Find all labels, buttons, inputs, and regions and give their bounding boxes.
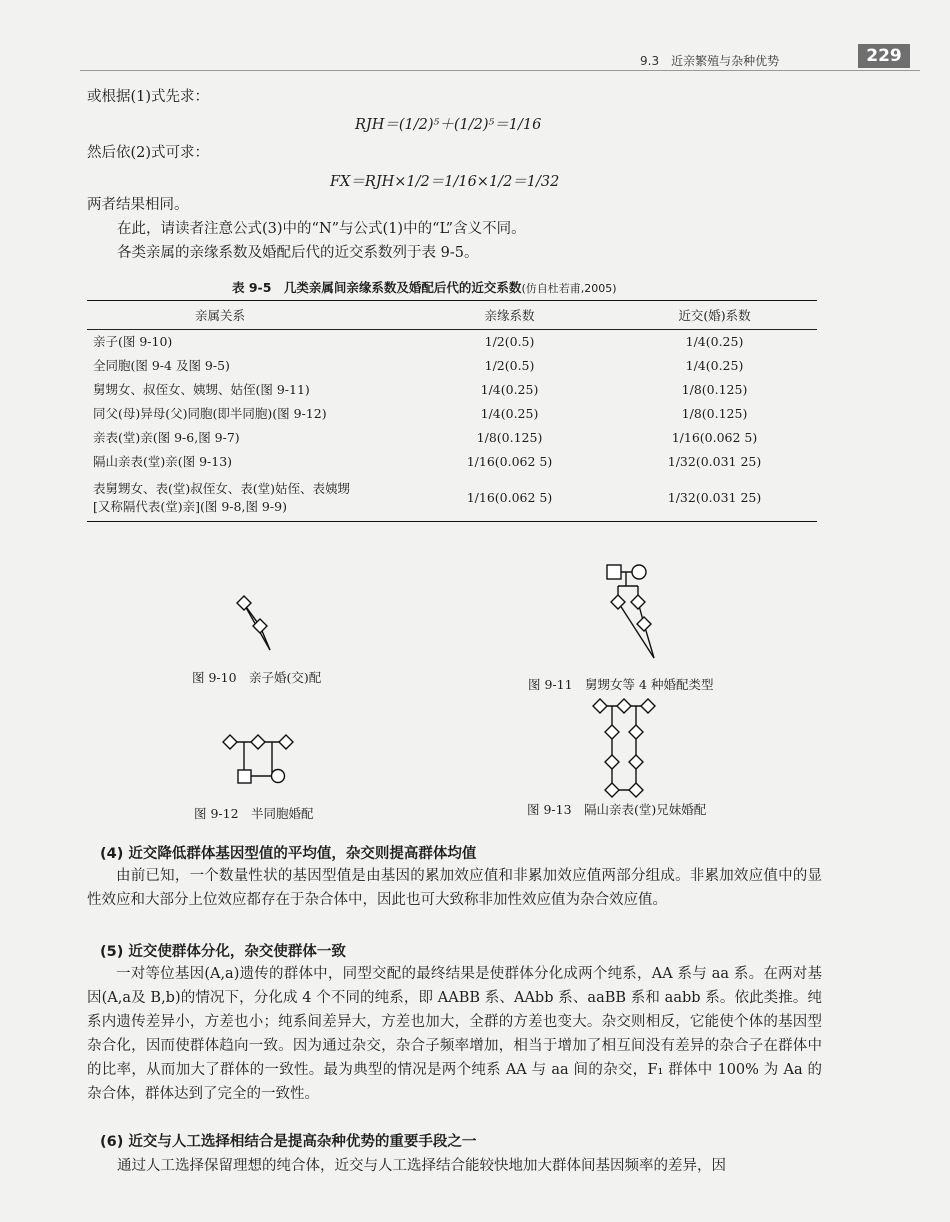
table-header-kinship: 亲缘系数 (407, 301, 612, 329)
table-caption-title: 表 9-5 几类亲属间亲缘系数及婚配后代的近交系数 (232, 280, 522, 295)
section-heading-5: (5) 近交使群体分化，杂交使群体一致 (100, 944, 346, 960)
cell-kinship: 1/2(0.5) (484, 357, 535, 373)
table-row (87, 329, 817, 353)
cell-relation: 隔山亲表(堂)亲(图 9-13) (93, 454, 233, 469)
cell-kinship: 1/8(0.125) (476, 429, 543, 445)
circle-node (632, 565, 646, 579)
square-node (607, 565, 621, 579)
cell-inbreeding: 1/4(0.25) (685, 333, 744, 349)
cell-relation-line1: 表舅甥女、表(堂)叔侄女、表(堂)姑侄、表姨甥 (93, 481, 351, 496)
text-line-5: 各类亲属的亲缘系数及婚配后代的近交系数列于表 9-5。 (117, 245, 479, 261)
section-heading-4: (4) 近交降低群体基因型值的平均值，杂交则提高群体均值 (100, 846, 477, 862)
cell-relation: 同父(母)异母(父)同胞(即半同胞)(图 9-12) (93, 406, 327, 421)
cell-relation-line2: [又称隔代表(堂)亲](图 9-8,图 9-9) (93, 499, 287, 514)
pedigree-diagram-fig-9-12 (220, 730, 300, 790)
figure-caption-9-10: 图 9-10 亲子婚(交)配 (192, 670, 322, 685)
cell-relation: 亲子(图 9-10) (93, 334, 173, 350)
cell-kinship: 1/16(0.062 5) (466, 453, 553, 469)
table-header-inbreeding: 近交(婚)系数 (612, 301, 817, 329)
cell-inbreeding: 1/8(0.125) (681, 381, 748, 397)
cell-relation: 全同胞(图 9-4 及图 9-5) (93, 358, 230, 373)
diamond-node (253, 619, 267, 633)
table-row (87, 473, 817, 521)
diamond-node (605, 755, 619, 769)
header-rule (80, 70, 920, 71)
diamond-node (611, 595, 625, 609)
cell-inbreeding: 1/32(0.031 25) (667, 489, 762, 505)
diamond-node (593, 699, 607, 713)
cell-inbreeding: 1/16(0.062 5) (671, 429, 758, 445)
text-line-1: 或根据(1)式先求： (87, 89, 210, 105)
pedigree-line (618, 602, 654, 658)
section-body-6: 通过人工选择保留理想的纯合体，近交与人工选择结合能较快地加大群体间基因频率的差异，因 (117, 1158, 726, 1174)
page-number: 229 (858, 44, 910, 68)
pedigree-diagram-fig-9-10 (230, 590, 290, 660)
cell-relation: 亲表(堂)亲(图 9-6,图 9-7) (93, 430, 240, 445)
diamond-node (605, 783, 619, 797)
diamond-node (629, 755, 643, 769)
table-row (87, 353, 817, 377)
cell-inbreeding: 1/8(0.125) (681, 405, 748, 421)
pedigree-diagram-fig-9-11 (598, 558, 668, 668)
diamond-node (629, 783, 643, 797)
pedigree-diagram-fig-9-13 (588, 692, 668, 802)
section-body-5: 一对等位基因(A,a)遗传的群体中，同型交配的最终结果是使群体分化成两个纯系，AA 系与 aa 系。在两对基因(A,a及 B,b)的情况下，分化成 4 个不同的纯系，即 AABB 系、AAbb 系、aaBB 系和 aabb 系。依此类推。纯系内遗传差异小，方差也小；纯系间差异大，方差也加大，全群的方差也变大。杂交则相反，它能使个体的基因型杂合化，因而使群体趋向一致。因为通过杂交，杂合子频率增加，相当于增加了相互间没有差异的杂合子在群体中的比率，从而加大了群体的一致性。最为典型的情况是两个纯系 AA 与 aa 间的杂交，F₁ 群体中 100% 为 Aa 的杂合体，群体达到了完全的一致性。 (87, 966, 822, 1102)
diamond-node (617, 699, 631, 713)
text-line-4: 在此，请读者注意公式(3)中的“N”与公式(1)中的“L”含义不同。 (117, 221, 526, 237)
figure-caption-9-11: 图 9-11 舅甥女等 4 种婚配类型 (528, 677, 714, 692)
equation-2: FX＝RJH×1/2＝1/16×1/2＝1/32 (330, 174, 560, 190)
running-header: 9.3 近亲繁殖与杂种优势 (640, 54, 780, 68)
diamond-node (605, 725, 619, 739)
equation-1: RJH＝(1/2)⁵＋(1/2)⁵＝1/16 (355, 117, 542, 133)
table-caption (232, 278, 617, 296)
table-caption-source: (仿自杜若甫,2005) (521, 282, 617, 295)
figure-caption-9-13: 图 9-13 隔山亲表(堂)兄妹婚配 (527, 802, 707, 817)
table-header-relation: 亲属关系 (87, 301, 407, 329)
figure-caption-9-12: 图 9-12 半同胞婚配 (194, 806, 314, 821)
kinship-table (87, 300, 817, 522)
section-body-4: 由前已知，一个数量性状的基因型值是由基因的累加效应值和非累加效应值两部分组成。非累加效应值中的显性效应和大部分上位效应都存在于杂合体中，因此也可大致称非加性效应值为杂合效应值。 (87, 868, 822, 908)
cell-kinship: 1/4(0.25) (480, 381, 539, 397)
section-heading-6: (6) 近交与人工选择相结合是提高杂种优势的重要手段之一 (100, 1134, 477, 1150)
cell-relation (87, 473, 407, 521)
circle-node (272, 770, 285, 783)
diamond-node (637, 617, 651, 631)
cell-kinship: 1/4(0.25) (480, 405, 539, 421)
text-line-3: 两者结果相同。 (87, 197, 189, 213)
diamond-node (237, 596, 251, 610)
diamond-node (251, 735, 265, 749)
diamond-node (631, 595, 645, 609)
table-row (87, 377, 817, 401)
cell-inbreeding: 1/4(0.25) (685, 357, 744, 373)
cell-kinship: 1/2(0.5) (484, 333, 535, 349)
cell-inbreeding: 1/32(0.031 25) (667, 453, 762, 469)
diamond-node (223, 735, 237, 749)
diamond-node (629, 725, 643, 739)
square-node (238, 770, 251, 783)
text-line-2: 然后依(2)式可求： (87, 145, 210, 161)
cell-kinship: 1/16(0.062 5) (466, 489, 553, 505)
cell-relation: 舅甥女、叔侄女、姨甥、姑侄(图 9-11) (93, 382, 310, 397)
table-row (87, 425, 817, 449)
table-row (87, 401, 817, 425)
table-row (87, 449, 817, 473)
diamond-node (641, 699, 655, 713)
diamond-node (279, 735, 293, 749)
